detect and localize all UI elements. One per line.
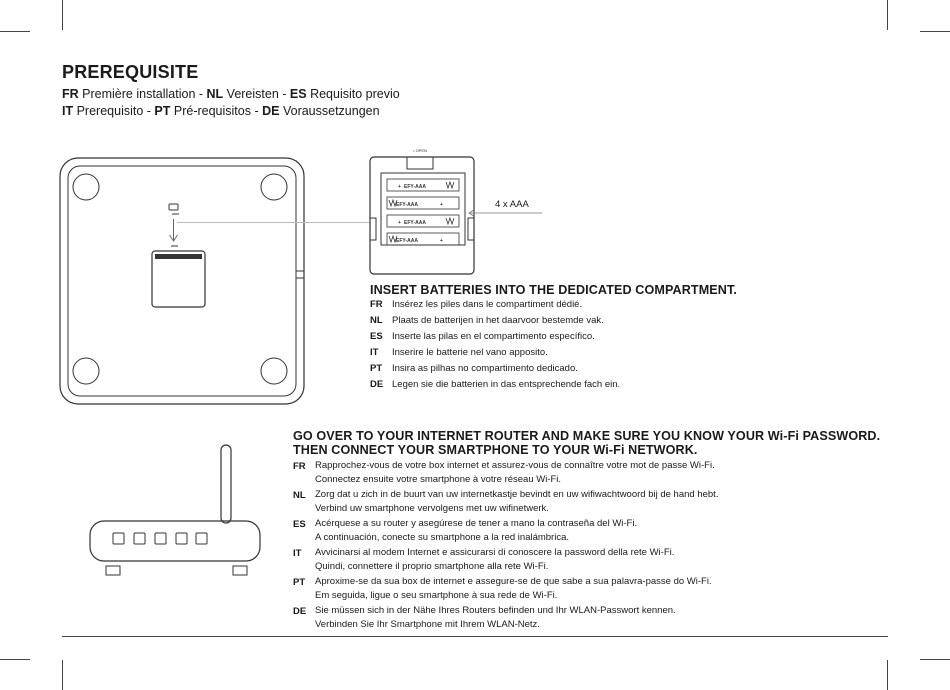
svg-text:EFY-AAA: EFY-AAA <box>404 220 426 226</box>
bottom-divider <box>62 636 888 637</box>
translation-text: Voraussetzungen <box>282 104 380 118</box>
instruction-text: Insira as pilhas no compartimento dedicado. <box>392 363 578 374</box>
lang-code: DE <box>370 379 384 390</box>
instruction-text: A continuación, conecte su smartphone a la red inalámbrica. <box>315 532 570 543</box>
page-title: PREREQUISITE <box>62 62 199 82</box>
translation-text: Première installation <box>82 87 196 101</box>
title-translations-line-2 <box>62 104 380 118</box>
instruction-text: Rapprochez-vous de votre box internet et assurez-vous de connaître votre mot de passe Wi-Fi. <box>315 460 715 471</box>
lang-code: ES <box>370 331 383 342</box>
crop-mark <box>62 660 63 690</box>
svg-text:EFY-AAA: EFY-AAA <box>396 238 418 244</box>
translation-text: Pré-requisitos <box>173 104 251 118</box>
router-heading-line-2: THEN CONNECT YOUR SMARTPHONE TO YOUR Wi-Fi NETWORK. <box>293 443 698 457</box>
instruction-text: Aproxime-se da sua box de internet e assegure-se de que sabe a sua palavra-passe do Wi-Fi. <box>315 576 712 587</box>
lang-code: DE <box>293 606 307 617</box>
separator: - <box>195 87 207 101</box>
lang-code: PT <box>370 363 383 374</box>
svg-text:+: + <box>440 238 443 244</box>
instruction-text: Inserte las pilas en el compartimento específico. <box>392 331 595 342</box>
lang-code: DE <box>262 104 280 118</box>
instruction-text: Connectez ensuite votre smartphone à votre réseau Wi-Fi. <box>315 474 562 485</box>
separator: - <box>251 104 263 118</box>
scale-bottom-illustration <box>58 156 308 408</box>
instruction-text: Em seguida, ligue o seu smartphone à sua rede de Wi-Fi. <box>315 590 558 601</box>
lang-code: ES <box>289 87 307 101</box>
instruction-text: Quindi, connettere il proprio smartphone alla rete Wi-Fi. <box>315 561 549 572</box>
crop-mark <box>0 31 30 32</box>
lang-code: ES <box>293 519 306 530</box>
instruction-text: Inserire le batterie nel vano apposito. <box>392 347 548 358</box>
lang-code: FR <box>62 87 79 101</box>
instruction-text: Plaats de batterijen in het daarvoor bestemde vak. <box>392 315 604 326</box>
lang-code: IT <box>370 347 379 358</box>
connector-line <box>177 222 370 223</box>
instruction-text: Acérquese a su router y asegúrese de tener a mano la contraseña del Wi-Fi. <box>315 518 638 529</box>
lang-code: NL <box>206 87 224 101</box>
instruction-text: Sie müssen sich in der Nähe Ihres Routers befinden und Ihr WLAN-Passwort kennen. <box>315 605 676 616</box>
lang-code: PT <box>293 577 306 588</box>
instruction-text: Legen sie die batterien in das entsprechende fach ein. <box>392 379 621 390</box>
instruction-text: Insérez les piles dans le compartiment dédié. <box>392 299 583 310</box>
crop-mark <box>920 659 950 660</box>
svg-text:+: + <box>398 184 401 190</box>
lang-code: IT <box>62 104 74 118</box>
title-translations-line-1 <box>62 87 400 101</box>
router-heading-line-1: GO OVER TO YOUR INTERNET ROUTER AND MAKE SURE YOU KNOW YOUR Wi-Fi PASSWORD. <box>293 429 881 443</box>
translation-text: Prerequisito <box>76 104 144 118</box>
instruction-text: Avvicinarsi al modem Internet e assicurarsi di conoscere la password della rete Wi-Fi. <box>315 547 675 558</box>
crop-mark <box>887 0 888 30</box>
separator: - <box>143 104 155 118</box>
translation-text: Vereisten <box>226 87 279 101</box>
lang-code: NL <box>370 315 383 326</box>
lang-code: IT <box>293 548 302 559</box>
separator: - <box>278 87 290 101</box>
lang-code: FR <box>293 461 306 472</box>
crop-mark <box>887 660 888 690</box>
svg-text:EFY-AAA: EFY-AAA <box>404 184 426 190</box>
svg-text:• OPEN: • OPEN <box>413 148 427 153</box>
crop-mark <box>62 0 63 30</box>
lang-code: PT <box>154 104 171 118</box>
crop-mark <box>920 31 950 32</box>
instruction-text: Zorg dat u zich in de buurt van uw internetkastje bevindt en uw wifiwachtwoord bij de hand hebt. <box>315 489 719 500</box>
instruction-text: Verbind uw smartphone vervolgens met uw wifinetwerk. <box>315 503 549 514</box>
svg-text:+: + <box>398 220 401 226</box>
lang-code: NL <box>293 490 306 501</box>
instruction-text: Verbinden Sie Ihr Smartphone mit Ihrem WLAN-Netz. <box>315 619 540 630</box>
svg-text:+: + <box>440 202 443 208</box>
crop-mark <box>0 659 30 660</box>
battery-heading: INSERT BATTERIES INTO THE DEDICATED COMPARTMENT. <box>370 283 737 297</box>
svg-text:EFY-AAA: EFY-AAA <box>396 202 418 208</box>
lang-code: FR <box>370 299 383 310</box>
battery-compartment-illustration <box>368 145 478 277</box>
battery-count-callout: 4 x AAA <box>495 199 529 210</box>
translation-text: Requisito previo <box>310 87 400 101</box>
wifi-router-illustration <box>86 440 268 580</box>
callout-arrow <box>464 208 544 218</box>
